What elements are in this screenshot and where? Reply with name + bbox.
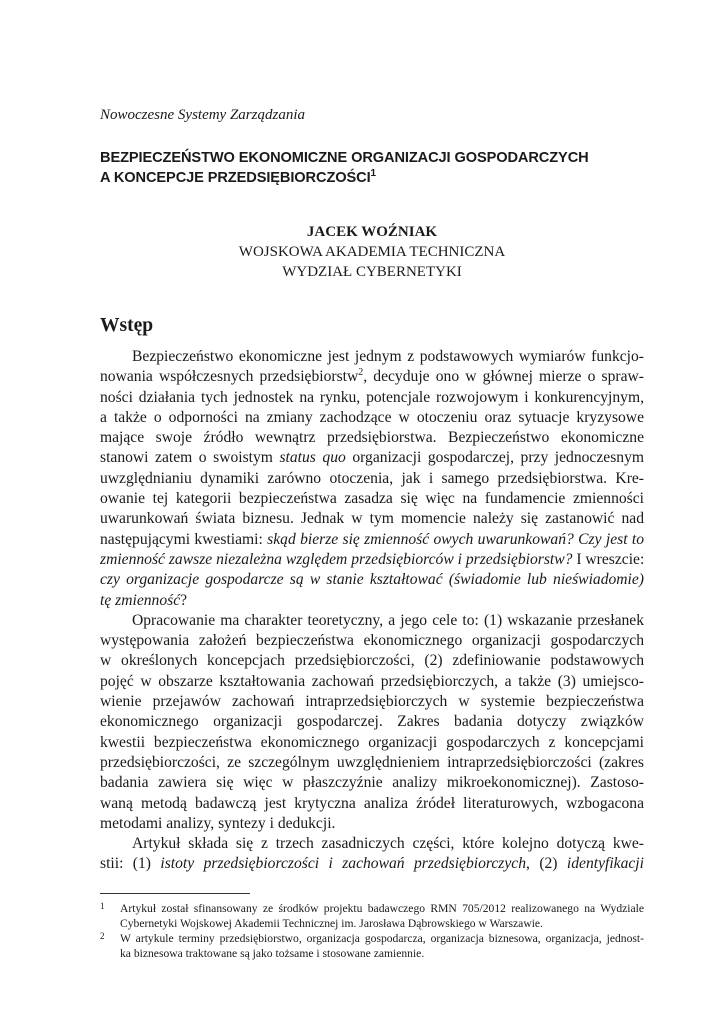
text-line: uwarunkowań świata biznesu. Jednak w tym momencie należy się zastanowić nad: [100, 510, 644, 528]
italic-run: identyfikacji: [566, 855, 644, 873]
article-title: [100, 148, 644, 188]
title-line-2-text: A KONCEPCJE PRZEDSIĘBIORCZOŚCI: [100, 170, 371, 186]
footnote-separator: [100, 893, 250, 894]
italic-run: istoty przedsiębiorczości i zachowań przedsiębiorczych: [160, 855, 527, 873]
footnote-2: [100, 931, 644, 961]
title-footnote-ref: 1: [370, 168, 377, 179]
text-run: , (2): [526, 855, 567, 873]
text-line: ekonomicznego organizacji gospodarczej. Zakres badania dotyczy związków: [100, 713, 644, 731]
body-text: [100, 347, 644, 875]
text-run: nowania współczesnych przedsiębiorstw: [100, 368, 359, 386]
text-line: waną metodą badawczą jest krytyczna analiza źródeł literaturowych, wzbogacona: [100, 794, 644, 812]
footnotes: [100, 901, 644, 961]
text-line: występowania założeń bezpieczeństwa ekonomicznego organizacji gospodarczych: [100, 632, 644, 650]
title-line-2: [100, 168, 644, 188]
footnote-number: 1: [100, 901, 105, 911]
footnote-ref-2: 2: [358, 367, 364, 379]
text-line: badania zawiera się więc w płaszczyźnie analizy mikroekonomicznej). Zastoso-: [100, 774, 644, 792]
affiliation-1: WOJSKOWA AKADEMIA TECHNICZNA: [238, 244, 506, 260]
footnote-number: 2: [100, 931, 105, 941]
text-run: stii: (1): [100, 855, 161, 873]
text-line: metodami analizy, syntezy i dedukcji.: [100, 814, 336, 832]
text-line: ności działania tych jednostek na rynku, potencjale rozwojowym i konkurencyjnym,: [100, 388, 644, 406]
text-line: w określonych koncepcjach przedsiębiorczości, (2) zdefiniowanie podstawowych: [100, 652, 644, 670]
text-run: następującymi kwestiami:: [100, 530, 268, 548]
text-line: pojęć w obszarze kształtowania zachowań przedsiębiorczych, a także (3) umiejsco-: [100, 672, 644, 690]
text-line: [100, 448, 644, 468]
italic-run: czy organizacje gospodarcze są w stanie kształtować (świadomie lub nieświadomie): [100, 571, 644, 589]
italic-run: status quo: [279, 449, 346, 467]
affiliation-2: WYDZIAŁ CYBERNETYKI: [282, 264, 462, 280]
text-run: , decyduje ono w głównej mierze o spraw-: [363, 368, 644, 386]
text-line: [100, 550, 644, 570]
footnote-line: Artykuł został sfinansowany ze środków projektu badawczego RMN 705/2012 realizowanego na Wydziale: [120, 902, 644, 915]
footnote-line: Cybernetyki Wojskowej Akademii Technicznej im. Jarosława Dąbrowskiego w Warszawie.: [120, 917, 543, 930]
text-line: wienie przejawów zachowań intraprzedsiębiorczych w systemie bezpieczeństwa: [100, 693, 644, 711]
text-line: [100, 591, 644, 611]
text-run: organizacji gospodarczej, przy jednoczesnym: [345, 449, 644, 467]
text-line: Artykuł składa się z trzech zasadniczych części, które kolejno dotyczą kwe-: [132, 835, 644, 853]
author-block: [100, 222, 644, 282]
journal-name: Nowoczesne Systemy Zarządzania: [100, 107, 305, 123]
text-line: [100, 367, 644, 387]
text-line: [100, 854, 644, 874]
footnote-1: [100, 901, 644, 931]
text-line: Bezpieczeństwo ekonomiczne jest jednym z podstawowych wymiarów funkcjo-: [132, 348, 644, 365]
section-heading: Wstęp: [100, 315, 154, 336]
text-line: mające swoje źródło wewnątrz przedsiębiorstwa. Bezpieczeństwo ekonomiczne: [100, 429, 644, 447]
text-run: I wreszcie:: [572, 550, 645, 568]
italic-run: tę zmienność: [100, 591, 181, 609]
text-line: uwzględnianiu dynamiki zarówno otoczenia, jak i samego przedsiębiorstwa. Kre-: [100, 469, 644, 487]
footnote-line: W artykule terminy przedsiębiorstwo, organizacja gospodarcza, organizacja biznesowa, organizacja, jednost-: [120, 932, 644, 945]
text-run: stanowi zatem o swoistym: [100, 449, 280, 467]
italic-run: zmienność zawsze niezależna względem przedsiębiorców i przedsiębiorstw?: [100, 550, 573, 568]
text-line: przedsiębiorczości, ze szczególnym uwzględnieniem intraprzedsiębiorczości (zakres: [100, 753, 644, 771]
footnote-line: ka biznesowa traktowane są jako tożsame i stosowane zamiennie.: [120, 947, 425, 960]
title-line-1: BEZPIECZEŃSTWO EKONOMICZNE ORGANIZACJI GOSPODARCZYCH: [100, 150, 589, 166]
text-line: Opracowanie ma charakter teoretyczny, a jego cele to: (1) wskazanie przesłanek: [132, 611, 644, 629]
text-line: [100, 570, 644, 590]
text-line: a także o odporności na zmiany zachodzące w otoczeniu oraz sytuacje kryzysowe: [100, 408, 644, 426]
author-name: JACEK WOŹNIAK: [306, 224, 438, 240]
text-line: kwestii bezpieczeństwa ekonomicznego organizacji gospodarczych z koncepcjami: [100, 733, 644, 751]
italic-run: skąd bierze się zmienność owych uwarunkowań? Czy jest to: [267, 530, 644, 548]
text-line: [100, 530, 644, 550]
text-line: owanie tej kategorii bezpieczeństwa zasadza się więc na fundamencie zmienności: [100, 490, 644, 508]
text-run: ?: [180, 591, 188, 609]
